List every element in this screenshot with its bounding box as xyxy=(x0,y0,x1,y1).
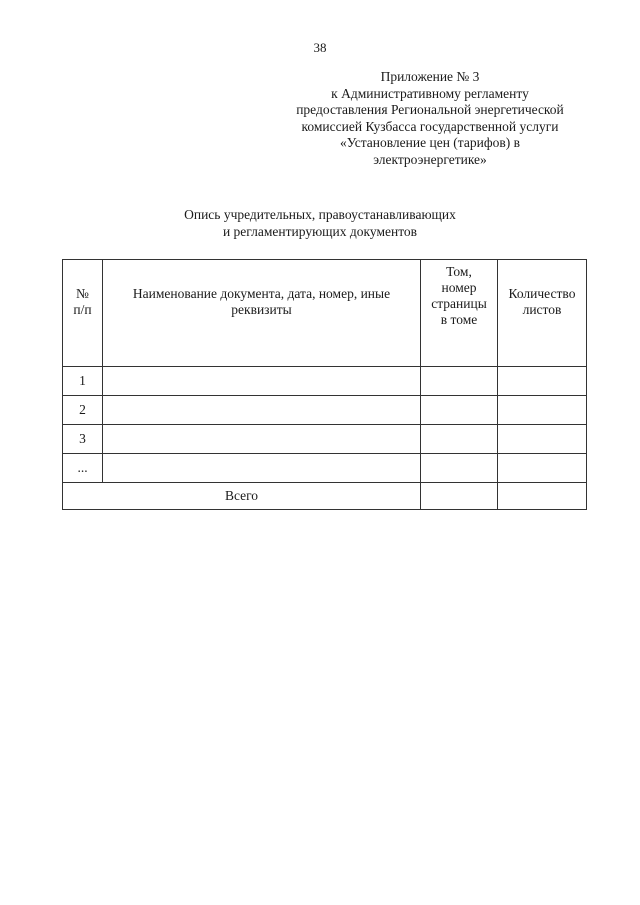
row-document-name xyxy=(103,367,421,396)
header-volume-line: номер xyxy=(441,280,477,295)
row-number: 1 xyxy=(63,367,103,396)
total-row xyxy=(63,483,587,510)
total-sheet-count xyxy=(498,483,587,510)
header-volume-page xyxy=(421,260,498,367)
header-volume-line: Том, xyxy=(446,264,472,279)
documents-inventory-table xyxy=(62,259,587,510)
document-title xyxy=(120,207,520,240)
table-header-row xyxy=(63,260,587,367)
header-volume-line: страницы xyxy=(431,296,487,311)
header-number-line: п/п xyxy=(73,302,92,317)
appendix-line: электроэнергетике» xyxy=(373,151,487,167)
total-volume-page xyxy=(421,483,498,510)
page-number: 38 xyxy=(313,40,327,55)
row-sheet-count xyxy=(498,425,587,454)
document-title-line: и регламентирующих документов xyxy=(222,223,418,239)
header-quantity-line: Количество xyxy=(508,286,576,301)
appendix-header xyxy=(270,69,590,168)
row-sheet-count xyxy=(498,396,587,425)
header-quantity-line: листов xyxy=(522,302,562,317)
total-label: Всего xyxy=(63,483,421,510)
table-row xyxy=(63,367,587,396)
document-title-line: Опись учредительных, правоустанавливающих xyxy=(184,207,456,222)
row-number: ... xyxy=(63,454,103,483)
header-sheet-count xyxy=(498,260,587,367)
appendix-line: комиссией Кузбасса государственной услуги xyxy=(301,118,559,134)
appendix-line: предоставления Региональной энергетической xyxy=(296,102,564,117)
header-name-line: Наименование документа, дата, номер, иные xyxy=(132,286,391,301)
row-number: 2 xyxy=(63,396,103,425)
table-row xyxy=(63,425,587,454)
row-document-name xyxy=(103,425,421,454)
header-document-name xyxy=(103,260,421,367)
row-document-name xyxy=(103,454,421,483)
appendix-line: Приложение № 3 xyxy=(380,69,480,84)
row-sheet-count xyxy=(498,454,587,483)
appendix-line: «Установление цен (тарифов) в xyxy=(340,135,520,150)
header-number xyxy=(63,260,103,367)
row-document-name xyxy=(103,396,421,425)
row-volume-page xyxy=(421,367,498,396)
table-row xyxy=(63,454,587,483)
row-volume-page xyxy=(421,454,498,483)
row-sheet-count xyxy=(498,367,587,396)
appendix-line: к Административному регламенту xyxy=(331,85,529,101)
header-name-line: реквизиты xyxy=(231,302,292,317)
row-number: 3 xyxy=(63,425,103,454)
header-number-line: № xyxy=(76,286,89,301)
header-volume-line: в томе xyxy=(440,312,478,327)
row-volume-page xyxy=(421,396,498,425)
row-volume-page xyxy=(421,425,498,454)
table-row xyxy=(63,396,587,425)
